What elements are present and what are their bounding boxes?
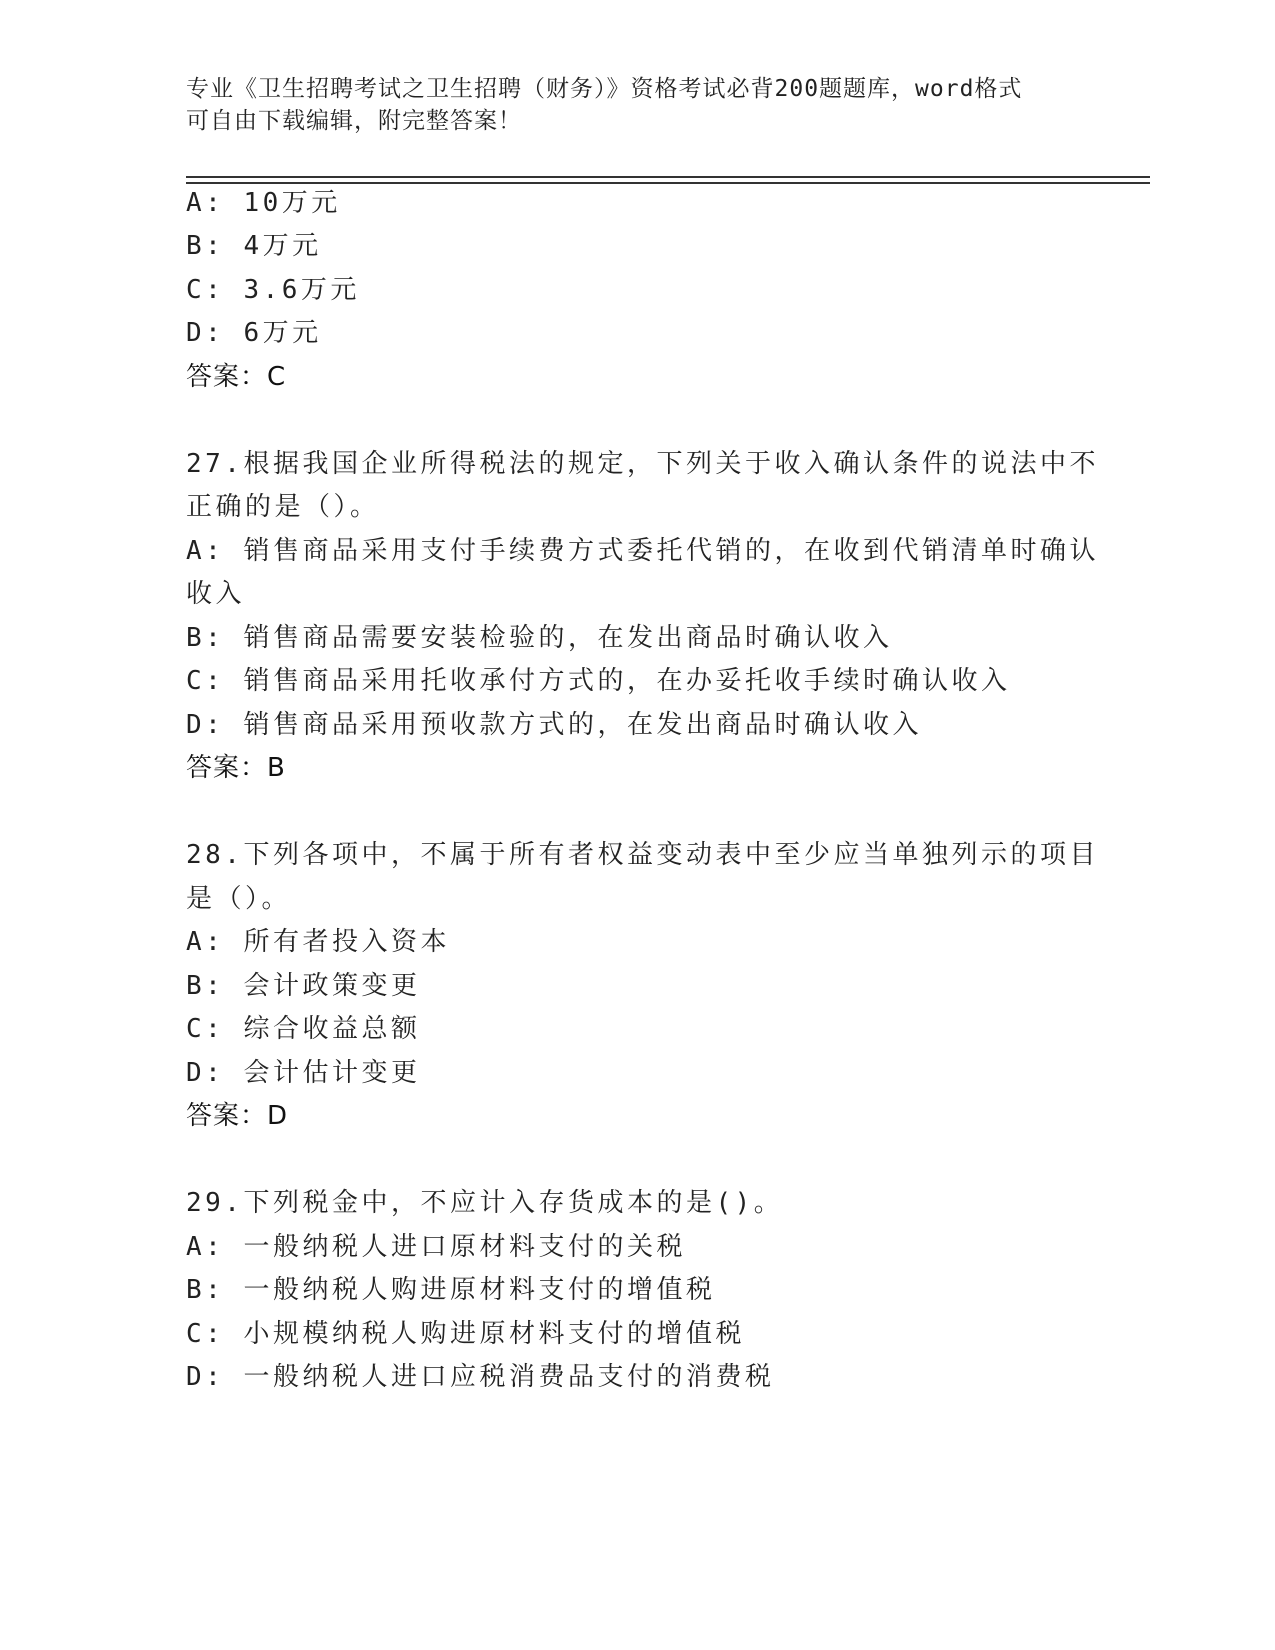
q29-stem-line-1: 29.下列税金中，不应计入存货成本的是()。 [186,1188,784,1218]
q28-stem-line-1: 28.下列各项中，不属于所有者权益变动表中至少应当单独列示的项目 [186,840,1099,870]
header-line-2: 可自由下载编辑，附完整答案！ [186,108,522,134]
q28-answer: 答案：D [186,1101,289,1131]
q26-option-b: B: 4万元 [186,231,322,261]
q28-option-b: B: 会计政策变更 [186,971,421,1001]
q27-option-b: B: 销售商品需要安装检验的，在发出商品时确认收入 [186,623,893,653]
q26-answer: 答案：C [186,362,287,392]
header-divider-top [186,176,1150,178]
header-divider-bottom [186,182,1150,184]
q27-option-d: D: 销售商品采用预收款方式的，在发出商品时确认收入 [186,710,922,740]
q28-option-c: C: 综合收益总额 [186,1014,421,1044]
q29-option-a: A: 一般纳税人进口原材料支付的关税 [186,1232,686,1262]
q28-option-a: A: 所有者投入资本 [186,927,450,957]
q27-answer: 答案：B [186,753,286,783]
header-line-1: 专业《卫生招聘考试之卫生招聘（财务）》资格考试必背200题题库，word格式 [186,76,1023,102]
document-header [186,73,1066,137]
q27-option-a-line-1: A: 销售商品采用支付手续费方式委托代销的，在收到代销清单时确认 [186,536,1099,566]
q29-option-c: C: 小规模纳税人购进原材料支付的增值税 [186,1319,745,1349]
q27-stem-line-1: 27.根据我国企业所得税法的规定，下列关于收入确认条件的说法中不 [186,449,1099,479]
q29-option-d: D: 一般纳税人进口应税消费品支付的消费税 [186,1362,775,1392]
q26-option-d: D: 6万元 [186,318,322,348]
q26-option-c: C: 3.6万元 [186,275,360,305]
q27-option-c: C: 销售商品采用托收承付方式的，在办妥托收手续时确认收入 [186,666,1011,696]
q28-stem-line-2: 是（）。 [186,884,292,914]
q26-option-a: A: 10万元 [186,188,341,218]
q27-stem-line-2: 正确的是（）。 [186,492,380,522]
q29-option-b: B: 一般纳税人购进原材料支付的增值税 [186,1275,716,1305]
q27-option-a-line-2: 收入 [186,579,246,609]
q28-option-d: D: 会计估计变更 [186,1058,421,1088]
